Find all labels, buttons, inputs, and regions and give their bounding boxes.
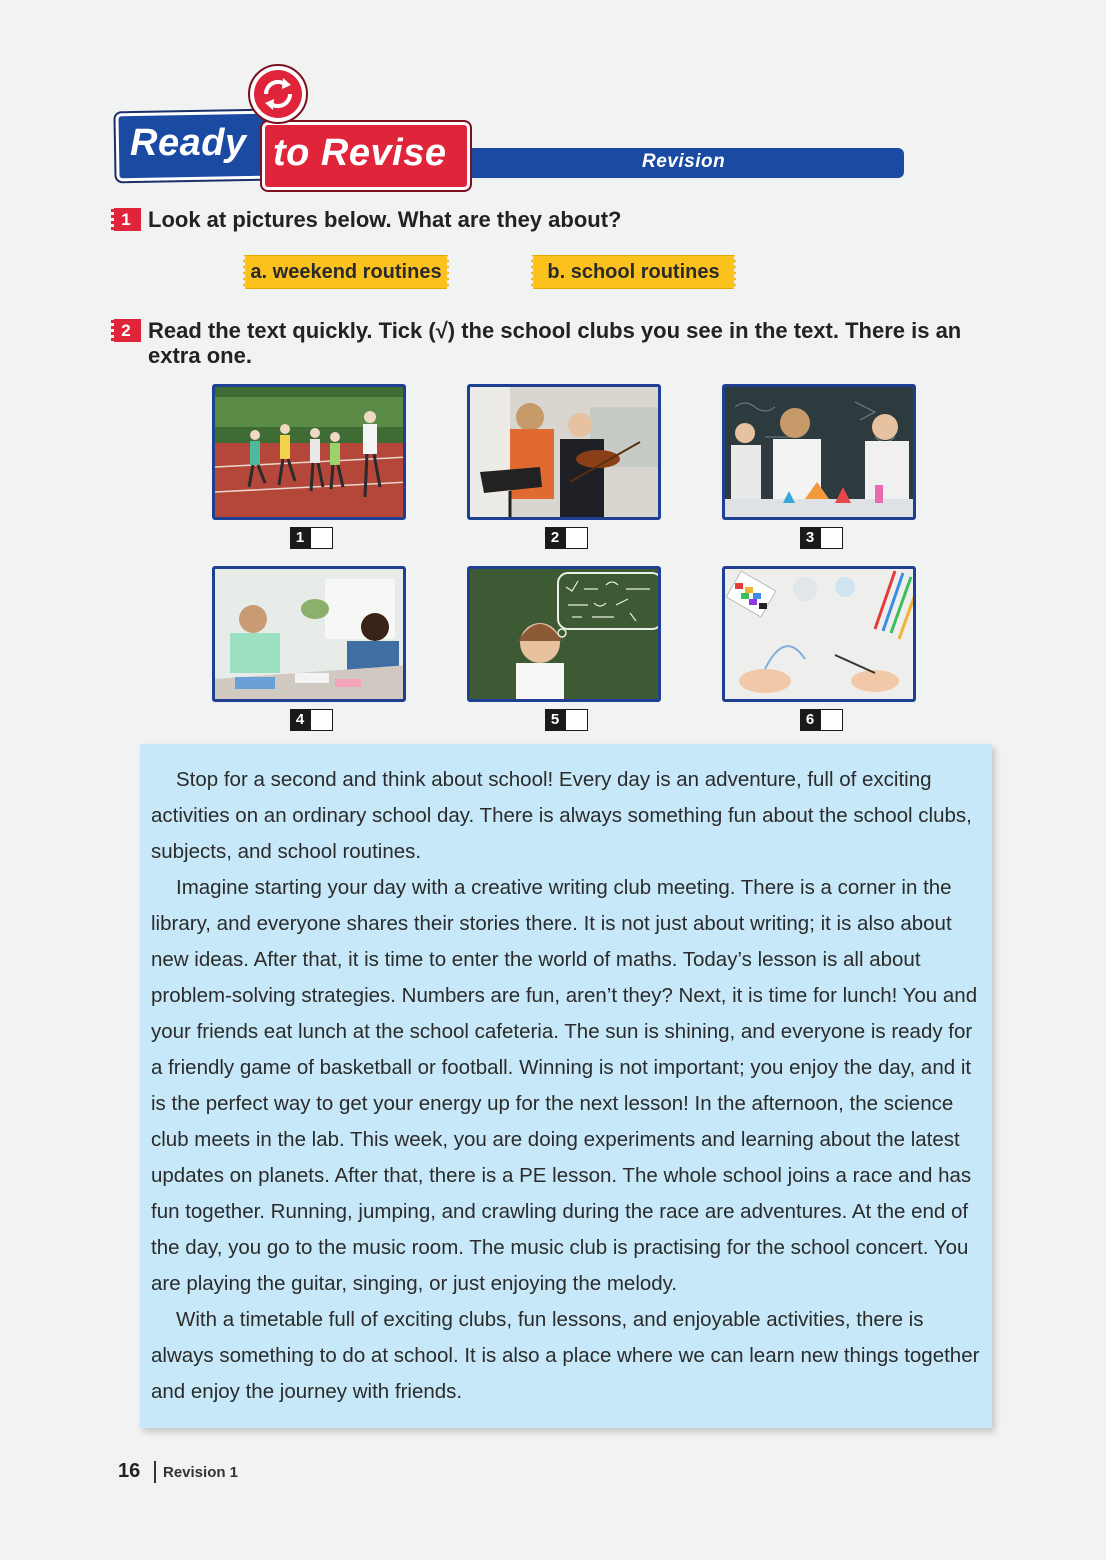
- picture-6-painting-art: [722, 566, 916, 702]
- page-number: 16: [118, 1460, 141, 1482]
- activity-1-number: 1: [121, 210, 131, 229]
- picture-3-checkbox[interactable]: [820, 527, 843, 549]
- title-part-revise: to Revise: [273, 132, 447, 174]
- activity-2-number-badge: [111, 319, 141, 342]
- picture-1-checkbox[interactable]: [310, 527, 333, 549]
- picture-1-running-race: [212, 384, 406, 520]
- picture-5-number: 5: [545, 709, 565, 731]
- picture-4-number: 4: [290, 709, 310, 731]
- picture-5-tick-box[interactable]: [545, 709, 589, 731]
- picture-4-students-writing: [212, 566, 406, 702]
- option-school-routines[interactable]: b. school routines: [531, 255, 736, 289]
- option-weekend-routines[interactable]: a. weekend routines: [243, 255, 449, 289]
- picture-3-science-lab: [722, 384, 916, 520]
- footer-divider: [154, 1461, 156, 1483]
- reading-paragraph-1: Stop for a second and think about school! Every day is an adventure, full of exciting activities on an ordinary school day. There is always something fun about the school clubs, subjects, and school routines.: [151, 768, 972, 863]
- activity-1-instruction: Look at pictures below. What are they about?: [148, 207, 622, 232]
- picture-6-number: 6: [800, 709, 820, 731]
- reading-paragraph-2: Imagine starting your day with a creative writing club meeting. There is a corner in the library, and everyone shares their stories there. It is not just about writing; it is also about new ideas. After that, it is time to enter the world of maths. Today’s lesson is all about problem-solving strategies. Numbers are fun, aren’t they? Next, it is time for lunch! You and your friends eat lunch at the school cafeteria. The sun is shining, and everyone is ready for a friendly game of basketball or football. Winning is not important; you enjoy the day, and it is the perfect way to get your energy up for the next lesson! In the afternoon, the science club meets in the lab. This week, you are doing experiments and learning about the latest updates on planets. After that, there is a PE lesson. The whole school joins a race and has fun together. Running, jumping, and crawling during the race are adventures. At the end of the day, you go to the music room. The music club is practising for the school concert. You are playing the guitar, singing, or just enjoying the melody.: [151, 876, 978, 1295]
- reading-passage: [151, 762, 981, 1410]
- refresh-cycle-icon: [247, 63, 309, 125]
- title-part-ready: Ready: [130, 122, 247, 164]
- picture-3-tick-box[interactable]: [800, 527, 844, 549]
- picture-2-music-lesson: [467, 384, 661, 520]
- picture-6-tick-box[interactable]: [800, 709, 844, 731]
- activity-2-number: 2: [121, 321, 131, 340]
- activity-2-instruction: Read the text quickly. Tick (√) the school clubs you see in the text. There is an extra one.: [148, 318, 962, 368]
- picture-3-number: 3: [800, 527, 820, 549]
- picture-1-number: 1: [290, 527, 310, 549]
- picture-4-tick-box[interactable]: [290, 709, 334, 731]
- footer-unit-label: Revision 1: [163, 1464, 239, 1481]
- picture-5-checkbox[interactable]: [565, 709, 588, 731]
- picture-4-checkbox[interactable]: [310, 709, 333, 731]
- picture-1-tick-box[interactable]: [290, 527, 334, 549]
- picture-5-girl-thinking-maths: [467, 566, 661, 702]
- picture-2-checkbox[interactable]: [565, 527, 588, 549]
- activity-1-number-badge: [111, 208, 141, 231]
- reading-passage-panel: [140, 744, 992, 1428]
- reading-paragraph-3: With a timetable full of exciting clubs, fun lessons, and enjoyable activities, there is always something to do at school. It is also a place where we can learn new things together and enjoy the journey with friends.: [151, 1308, 980, 1403]
- section-label: Revision: [642, 151, 726, 172]
- picture-2-number: 2: [545, 527, 565, 549]
- picture-6-checkbox[interactable]: [820, 709, 843, 731]
- picture-2-tick-box[interactable]: [545, 527, 589, 549]
